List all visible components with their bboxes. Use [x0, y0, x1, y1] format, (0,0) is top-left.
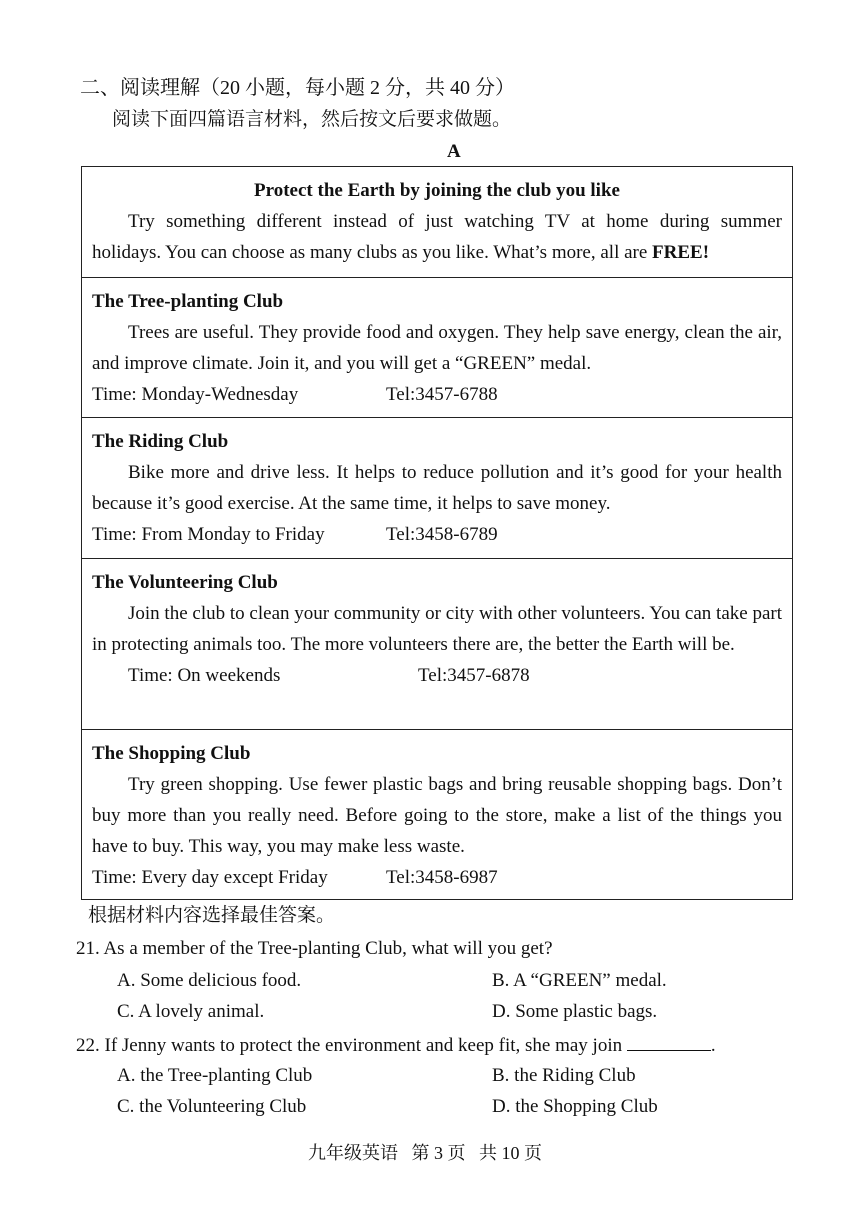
club-info: [92, 660, 782, 691]
club-time: Time: From Monday to Friday: [92, 524, 325, 545]
club-tel: Tel:3458-6789: [386, 524, 498, 545]
club-info: [92, 862, 782, 893]
club-table: [81, 166, 793, 900]
club-time: Time: Every day except Friday: [92, 867, 328, 888]
club-name: The Volunteering Club: [92, 572, 278, 593]
intro-emphasis: FREE!: [652, 242, 710, 263]
club-volunteering: [82, 558, 792, 729]
question-22: [76, 1032, 716, 1058]
q21-option-a[interactable]: A. Some delicious food.: [117, 970, 302, 991]
club-description: Trees are useful. They provide food and oxygen. They help save energy, clean the air, and improve climate. Join it, and you will get a “GREEN” medal.: [92, 322, 782, 374]
club-riding: [82, 417, 792, 558]
q21-option-b[interactable]: B. A “GREEN” medal.: [492, 970, 667, 991]
club-description: Bike more and drive less. It helps to reduce pollution and it’s good for your health because it’s good exercise. At the same time, it helps to save money.: [92, 462, 782, 514]
q21-option-d[interactable]: D. Some plastic bags.: [492, 1001, 658, 1022]
club-name: The Tree-planting Club: [92, 291, 284, 312]
club-tel: Tel:3457-6878: [418, 665, 530, 686]
passage-heading: Protect the Earth by joining the club you like: [254, 180, 620, 201]
intro-text: [92, 206, 782, 268]
club-time: Time: On weekends: [128, 665, 281, 686]
passage-letter: A: [447, 141, 461, 162]
club-tel: Tel:3458-6987: [386, 867, 498, 888]
q22-option-d[interactable]: D. the Shopping Club: [492, 1096, 658, 1117]
club-tel: Tel:3457-6788: [386, 384, 498, 405]
club-name: The Shopping Club: [92, 743, 251, 764]
club-time: Time: Monday-Wednesday: [92, 384, 299, 405]
page-footer: 九年级英语 第 3 页 共 10 页: [308, 1143, 542, 1163]
club-shopping: [82, 729, 792, 899]
questions-intro: 根据材料内容选择最佳答案。: [88, 905, 336, 926]
q22-option-b[interactable]: B. the Riding Club: [492, 1065, 636, 1086]
section-title: 二、阅读理解（20 小题，每小题 2 分，共 40 分）: [80, 77, 515, 99]
section-instructions: 阅读下面四篇语言材料，然后按文后要求做题。: [112, 109, 512, 130]
question-22-stem: 22. If Jenny wants to protect the environment and keep fit, she may join: [76, 1035, 623, 1056]
intro-text-body: Try something different instead of just watching TV at home during summer holidays. You can choose as many clubs as you like. What’s more, all are: [92, 211, 782, 263]
club-info: [92, 519, 782, 550]
club-info: [92, 379, 782, 410]
club-tree-planting: [82, 277, 792, 417]
question-22-end: .: [710, 1035, 716, 1056]
club-name: The Riding Club: [92, 431, 229, 452]
club-description: Join the club to clean your community or city with other volunteers. You can take part in protecting animals too. The more volunteers there are, the better the Earth will be.: [92, 603, 782, 655]
question-21: 21. As a member of the Tree-planting Club, what will you get?: [76, 938, 553, 959]
club-description: Try green shopping. Use fewer plastic bags and bring reusable shopping bags. Don’t buy more than you really need. Before going to the store, make a list of the things you have to buy. This way, you may make less waste.: [92, 774, 782, 857]
answer-blank[interactable]: [627, 1032, 711, 1051]
q22-option-a[interactable]: A. the Tree-planting Club: [117, 1065, 313, 1086]
passage-intro: [82, 167, 792, 277]
q22-option-c[interactable]: C. the Volunteering Club: [117, 1096, 307, 1117]
q21-option-c[interactable]: C. A lovely animal.: [117, 1001, 265, 1022]
